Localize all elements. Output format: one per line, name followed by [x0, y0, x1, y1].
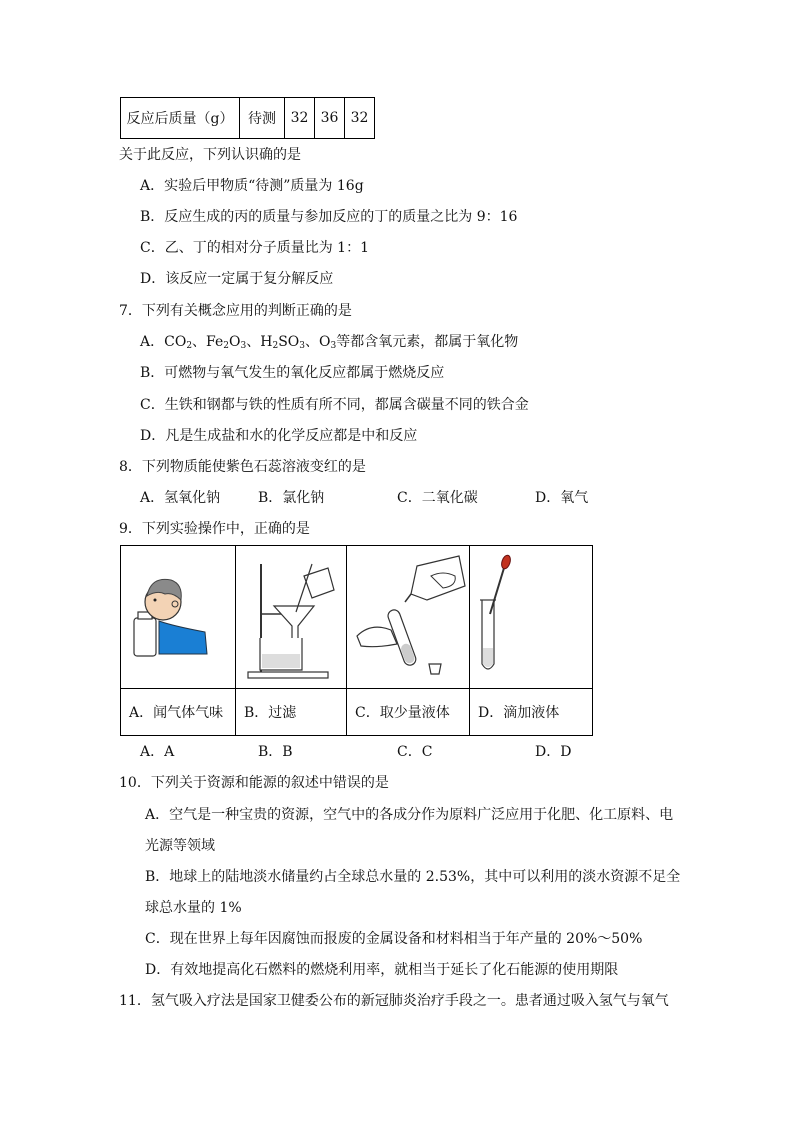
table-row	[121, 689, 593, 736]
q7-stem: 7．下列有关概念应用的判断正确的是	[119, 303, 352, 319]
table-cell: 32	[345, 98, 375, 139]
q11-stem: 11．氢气吸入疗法是国家卫健委公布的新冠肺炎治疗手段之一。患者通过吸入氢气与氧气	[119, 993, 669, 1009]
q6-stem: 关于此反应，下列认识确的是	[119, 147, 301, 163]
illustration-take-liquid	[347, 546, 470, 689]
mass-table	[120, 97, 375, 139]
q9-option-d: D．D	[535, 744, 572, 760]
q7-option-d: D．凡是生成盐和水的化学反应都是中和反应	[140, 428, 418, 444]
q6-option-d: D．该反应一定属于复分解反应	[140, 271, 334, 287]
caption-d: D．滴加液体	[470, 689, 593, 736]
q10-option-b-line2: 球总水量的 1%	[145, 900, 242, 916]
q9-stem: 9．下列实验操作中，正确的是	[119, 521, 310, 537]
q10-option-a-line1: A．空气是一种宝贵的资源，空气中的各成分作为原料广泛应用于化肥、化工原料、电	[145, 807, 674, 823]
q6-option-a: A．实验后甲物质“待测”质量为 16g	[140, 178, 364, 194]
q8-option-a: A．氢氧化钠	[140, 490, 221, 506]
table-cell: 32	[285, 98, 315, 139]
caption-b: B．过滤	[236, 689, 347, 736]
row-label: 反应后质量（g）	[121, 98, 240, 139]
q7-option-a: A．$CO_2$、$Fe_2O_3$、$H_2SO_3$、$O_3$等都含氧元素，都属于氧化物	[140, 334, 519, 351]
q8-stem: 8．下列物质能使紫色石蕊溶液变红的是	[119, 459, 366, 475]
illustration-filtration	[236, 546, 347, 689]
experiment-table	[120, 545, 593, 736]
q9-option-b: B．B	[258, 744, 293, 760]
caption-c: C．取少量液体	[347, 689, 470, 736]
q7-option-c: C．生铁和钢都与铁的性质有所不同，都属含碳量不同的铁合金	[140, 397, 529, 413]
q6-option-b: B．反应生成的丙的质量与参加反应的丁的质量之比为 9：16	[140, 209, 518, 225]
q10-option-d: D．有效地提高化石燃料的燃烧利用率，就相当于延长了化石能源的使用期限	[145, 962, 619, 978]
q7-option-b: B．可燃物与氧气发生的氧化反应都属于燃烧反应	[140, 365, 445, 381]
caption-a: A．闻气体气味	[121, 689, 236, 736]
q10-option-a-line2: 光源等领域	[145, 838, 215, 854]
q8-option-d: D．氧气	[535, 490, 589, 506]
table-cell: 待测	[240, 98, 285, 139]
q8-option-c: C．二氧化碳	[397, 490, 478, 506]
q6-option-c: C．乙、丁的相对分子质量比为 1：1	[140, 240, 369, 256]
illustration-smell-gas	[121, 546, 236, 689]
table-row	[121, 98, 375, 139]
q8-option-b: B．氯化钠	[258, 490, 325, 506]
q10-stem: 10．下列关于资源和能源的叙述中错误的是	[119, 775, 389, 791]
table-cell: 36	[315, 98, 345, 139]
illustration-drop-liquid	[470, 546, 593, 689]
q9-option-c: C．C	[397, 744, 433, 760]
q10-option-b-line1: B．地球上的陆地淡水储量约占全球总水量的 2.53%，其中可以利用的淡水资源不足全	[145, 869, 681, 885]
table-row	[121, 546, 593, 689]
q9-option-a: A．A	[140, 744, 175, 760]
q10-option-c: C．现在世界上每年因腐蚀而报废的金属设备和材料相当于年产量的 20%～50%	[145, 931, 643, 947]
